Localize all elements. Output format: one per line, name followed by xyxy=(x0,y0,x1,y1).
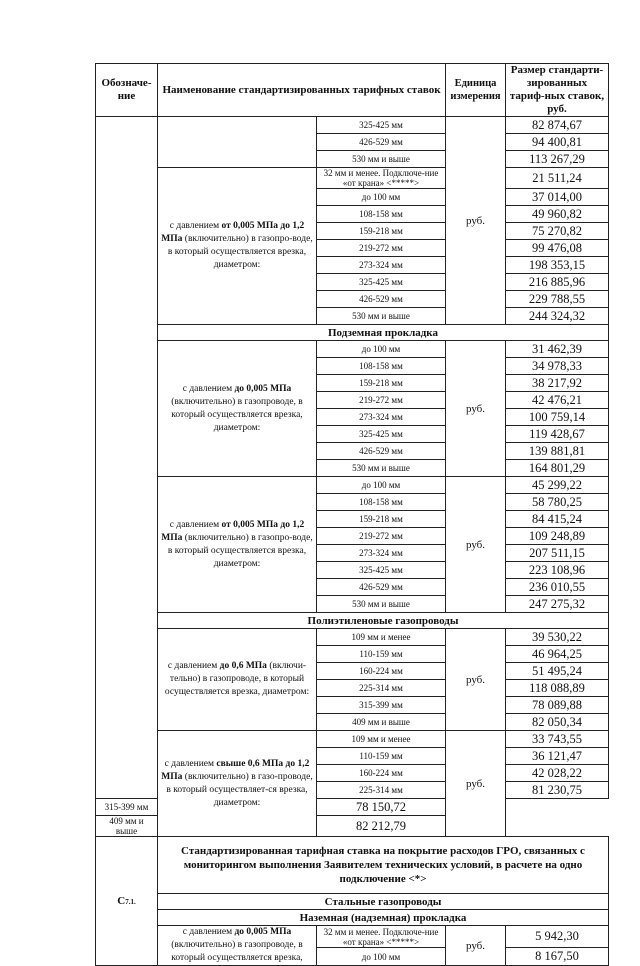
desc-pressure-from: от 0,005 МПа xyxy=(221,519,279,530)
diameter-cell: 108-158 мм xyxy=(317,358,446,375)
code-cell-empty xyxy=(96,117,158,799)
value-cell: 94 400,81 xyxy=(506,134,609,151)
desc-pressure-to: до 1,2 МПа xyxy=(161,221,305,244)
desc-text: (включи-тельно) в газопроводе, в который осуществляется врезка, диаметром: xyxy=(164,661,310,697)
diameter-cell: 530 мм и выше xyxy=(317,151,446,168)
header-size: Размер стандарти-зированных тариф-ных ставок, руб. xyxy=(506,64,609,117)
value-cell: 36 121,47 xyxy=(506,748,609,765)
value-cell: 84 415,24 xyxy=(506,511,609,528)
desc-text: с давлением xyxy=(169,519,220,530)
desc-pressure-to: до 1,2 МПа xyxy=(161,758,310,782)
value-cell: 118 088,89 xyxy=(506,680,609,697)
diameter-cell: 426-529 мм xyxy=(317,291,446,308)
desc-text: с давлением xyxy=(169,221,220,231)
value-cell: 244 324,32 xyxy=(506,308,609,325)
value-cell: 81 230,75 xyxy=(506,782,609,799)
diameter-cell: 110-159 мм xyxy=(317,748,446,765)
section-above-ground: Наземная (надземная) прокладка xyxy=(158,910,609,926)
value-cell: 99 476,08 xyxy=(506,240,609,257)
desc-pressure: до 0,005 МПа xyxy=(234,383,292,394)
diameter-cell: 409 мм и выше xyxy=(96,816,158,837)
diameter-cell: 273-324 мм xyxy=(317,257,446,274)
diameter-cell: 219-272 мм xyxy=(317,240,446,257)
section-underground: Подземная прокладка xyxy=(158,325,609,341)
value-cell: 236 010,55 xyxy=(506,579,609,596)
diameter-cell: 225-314 мм xyxy=(317,680,446,697)
table-row xyxy=(96,731,609,748)
diameter-cell: 315-399 мм xyxy=(317,697,446,714)
desc-text: (включительно) в газопро-воде, в который осуществляется врезка, диаметром: xyxy=(167,532,313,569)
diameter-cell: 225-314 мм xyxy=(317,782,446,799)
desc-pressure-from: от 0,005 МПа xyxy=(221,221,279,231)
diameter-cell: 325-425 мм xyxy=(317,117,446,134)
unit-cell: руб. xyxy=(446,926,506,966)
value-cell: 5 942,30 xyxy=(506,926,609,948)
diameter-cell: 426-529 мм xyxy=(317,579,446,596)
value-cell: 207 511,15 xyxy=(506,545,609,562)
diameter-cell: 325-425 мм xyxy=(317,562,446,579)
value-cell: 78 089,88 xyxy=(506,697,609,714)
table-row xyxy=(96,341,609,358)
value-cell: 109 248,89 xyxy=(506,528,609,545)
value-cell: 100 759,14 xyxy=(506,409,609,426)
desc-text: (включительно) в газопро-воде, в который осуществляется врезка, диаметром: xyxy=(167,234,313,270)
value-cell: 229 788,55 xyxy=(506,291,609,308)
diameter-cell: 426-529 мм xyxy=(317,443,446,460)
value-cell: 82 874,67 xyxy=(506,117,609,134)
section-polyethylene: Полиэтиленовые газопроводы xyxy=(158,613,609,629)
desc-text: с давлением xyxy=(164,758,215,769)
table-row xyxy=(96,477,609,494)
diameter-cell: до 100 мм xyxy=(317,477,446,494)
diameter-cell: до 100 мм xyxy=(317,948,446,966)
value-cell: 113 267,29 xyxy=(506,151,609,168)
diameter-cell: 315-399 мм xyxy=(96,799,158,816)
value-cell: 139 881,81 xyxy=(506,443,609,460)
value-cell: 38 217,92 xyxy=(506,375,609,392)
section-steel: Стальные газопроводы xyxy=(158,894,609,910)
value-cell: 247 275,32 xyxy=(506,596,609,613)
desc-text: (включительно) в газопроводе, в который осуществляется врезка, диаметром: xyxy=(171,396,303,433)
value-cell: 21 511,24 xyxy=(506,168,609,189)
value-cell: 42 476,21 xyxy=(506,392,609,409)
value-cell: 31 462,39 xyxy=(506,341,609,358)
table-header-row xyxy=(96,64,609,117)
table-row xyxy=(96,168,609,189)
diameter-cell: 530 мм и выше xyxy=(317,596,446,613)
tariff-table-page xyxy=(95,63,609,966)
diameter-cell: 159-218 мм xyxy=(317,511,446,528)
diameter-cell: 109 мм и менее xyxy=(317,731,446,748)
value-cell: 58 780,25 xyxy=(506,494,609,511)
value-cell: 223 108,96 xyxy=(506,562,609,579)
section-row xyxy=(96,325,609,341)
unit-cell: руб. xyxy=(446,731,506,837)
diameter-cell: до 100 мм xyxy=(317,189,446,206)
desc-pressure-from: свыше 0,6 МПа xyxy=(216,758,284,769)
unit-cell: руб. xyxy=(446,341,506,477)
diameter-cell: 273-324 мм xyxy=(317,545,446,562)
diameter-cell: 159-218 мм xyxy=(317,375,446,392)
diameter-cell: 108-158 мм xyxy=(317,206,446,223)
value-cell: 34 978,33 xyxy=(506,358,609,375)
diameter-cell: 159-218 мм xyxy=(317,223,446,240)
desc-text: (включительно) в газо-проводе, в который осуществляет-ся врезка, диаметром: xyxy=(166,771,313,808)
value-cell: 46 964,25 xyxy=(506,646,609,663)
value-cell: 164 801,29 xyxy=(506,460,609,477)
value-cell: 216 885,96 xyxy=(506,274,609,291)
code-sub: 7.1. xyxy=(125,898,136,906)
value-cell: 51 495,24 xyxy=(506,663,609,680)
desc-pressure-to: до 1,2 МПа xyxy=(161,519,305,543)
value-cell: 75 270,82 xyxy=(506,223,609,240)
diameter-cell: 325-425 мм xyxy=(317,274,446,291)
desc-pressure: до 0,005 МПа xyxy=(234,927,292,937)
group-description xyxy=(158,477,317,613)
tariff-table xyxy=(95,63,609,966)
group-description xyxy=(158,926,317,966)
group-description xyxy=(158,629,317,731)
section-row xyxy=(96,910,609,926)
value-cell: 39 530,22 xyxy=(506,629,609,646)
code-main: С xyxy=(117,895,126,907)
group-description xyxy=(158,341,317,477)
value-cell: 82 050,34 xyxy=(506,714,609,731)
diameter-cell: 325-425 мм xyxy=(317,426,446,443)
section-row xyxy=(96,613,609,629)
diameter-cell: 219-272 мм xyxy=(317,392,446,409)
desc-text: с давлением xyxy=(182,383,233,394)
table-row xyxy=(96,629,609,646)
diameter-cell: 109 мм и менее xyxy=(317,629,446,646)
header-code: Обозначе-ние xyxy=(96,64,158,117)
value-cell: 42 028,22 xyxy=(506,765,609,782)
desc-text: с давлением xyxy=(167,661,218,671)
diameter-cell: 426-529 мм xyxy=(317,134,446,151)
diameter-cell: 530 мм и выше xyxy=(317,460,446,477)
value-cell: 49 960,82 xyxy=(506,206,609,223)
diameter-cell: 219-272 мм xyxy=(317,528,446,545)
diameter-cell: 160-224 мм xyxy=(317,765,446,782)
value-cell: 78 150,72 xyxy=(317,799,446,816)
diameter-cell: 409 мм и выше xyxy=(317,714,446,731)
diameter-cell: 32 мм и менее. Подключе-ние «от крана» <*****> xyxy=(317,926,446,948)
value-cell: 82 212,79 xyxy=(317,816,446,837)
header-name: Наименование стандартизированных тарифных ставок xyxy=(158,64,446,117)
header-unit: Единица измерения xyxy=(446,64,506,117)
diameter-cell: 110-159 мм xyxy=(317,646,446,663)
diameter-cell: 108-158 мм xyxy=(317,494,446,511)
unit-cell: руб. xyxy=(446,117,506,325)
table-row xyxy=(96,926,609,948)
code-cell-c71 xyxy=(96,837,158,966)
diameter-cell: 530 мм и выше xyxy=(317,308,446,325)
unit-cell: руб. xyxy=(446,477,506,613)
c71-title-row xyxy=(96,837,609,894)
group-description xyxy=(158,168,317,325)
value-cell: 198 353,15 xyxy=(506,257,609,274)
diameter-cell: 160-224 мм xyxy=(317,663,446,680)
desc-text: (включительно) в газопроводе, в который осуществляется врезка, xyxy=(171,940,303,963)
desc-pressure: до 0,6 МПа xyxy=(219,661,267,671)
diameter-cell: 273-324 мм xyxy=(317,409,446,426)
desc-cell-empty xyxy=(158,117,317,168)
value-cell: 119 428,67 xyxy=(506,426,609,443)
value-cell: 45 299,22 xyxy=(506,477,609,494)
group-description xyxy=(158,731,317,837)
value-cell: 37 014,00 xyxy=(506,189,609,206)
desc-text: с давлением xyxy=(182,927,233,937)
c71-title: Стандартизированная тарифная ставка на покрытие расходов ГРО, связанных с мониторингом выполнения Заявителем технических условий, в расчете на одно подключение <*> xyxy=(158,837,609,894)
diameter-cell: 32 мм и менее. Подключе-ние «от крана» <*****> xyxy=(317,168,446,189)
table-row xyxy=(96,117,609,134)
value-cell: 33 743,55 xyxy=(506,731,609,748)
diameter-cell: до 100 мм xyxy=(317,341,446,358)
value-cell: 8 167,50 xyxy=(506,948,609,966)
unit-cell: руб. xyxy=(446,629,506,731)
